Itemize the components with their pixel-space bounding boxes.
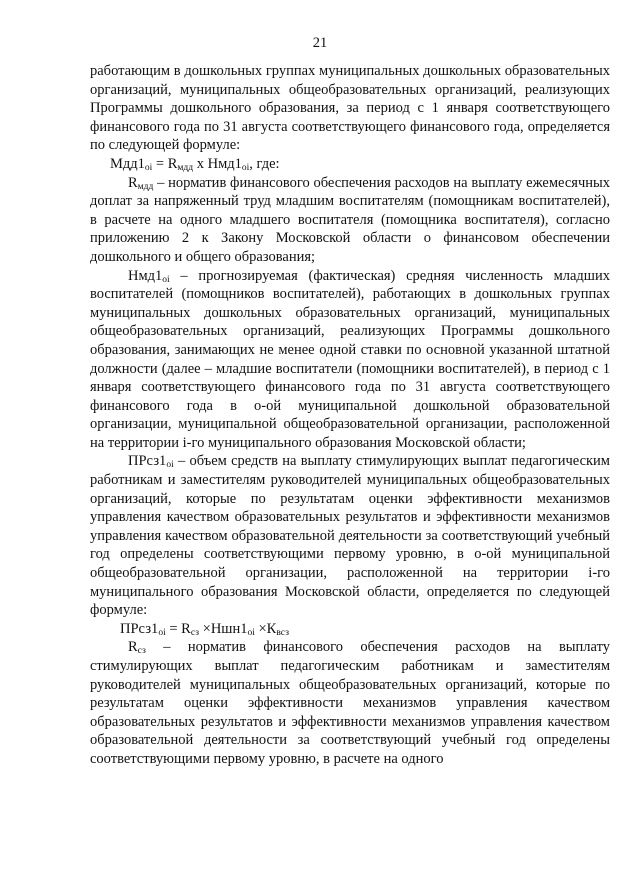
formula-mdd-eq: = R (152, 155, 178, 172)
formula-prsz-tail-sub: всз (276, 627, 289, 638)
page-number: 21 (312, 35, 328, 51)
definition-nmd (90, 267, 610, 453)
formula-prsz (90, 620, 610, 639)
definition-r-mdd-sub: мдд (137, 181, 154, 192)
formula-mdd-lhs-sub: oi (144, 162, 153, 173)
formula-prsz-mid-sub: oi (247, 627, 255, 638)
definition-nmd-text: – прогнозируемая (фактическая) средняя численность младших воспитателей (помощников воспитателей), работающих в дошкольных группах муниципальных дошкольных образовательных организаций, муниципальных общеобразовательных организаций, реализующих Программы дошкольного образования, занимающих не менее одной ставки по основной указанной штатной должности (далее – младшие воспитатели (помощники воспитателей), в период с 1 января соответствующего финансового года по 31 августа соответствующего финансового года в о-ой муниципальной дошкольной образовательной организации, муниципальной общеобразовательной организации, расположенной на территории i-го муниципального образования Московской области; (90, 267, 610, 451)
formula-prsz-eq: = R (165, 620, 191, 637)
definition-r-sz-symbol: R (128, 639, 138, 656)
definition-prsz-symbol: ПРсз1 (128, 453, 167, 470)
formula-mdd-tail: , где: (249, 155, 280, 172)
definition-r-mdd-symbol: R (128, 174, 138, 191)
paragraph-intro: работающим в дошкольных группах муниципальных дошкольных образовательных организаций, муниципальных общеобразовательных организаций, реализующих Программы дошкольного образования, за период с 1 января соответствующего финансового года по 31 августа соответствующего финансового года, определяется по следующей формуле: (90, 63, 610, 154)
definition-prsz-sub: oi (166, 460, 174, 471)
formula-prsz-tail: ×К (254, 620, 277, 637)
formula-mdd-lhs: Мдд1 (110, 155, 145, 172)
definition-r-sz-text: – норматив финансового обеспечения расходов на выплату стимулирующих выплат педагогическим работникам и заместителям руководителей муниципальных общеобразовательных организаций, которые по результатам оценки эффективности механизмов управления качеством образовательных результатов и эффективности механизмов управления качеством образовательной деятельности за соответствующий учебный год определены соответствующими первому уровню, в расчете на одного (90, 639, 610, 767)
definition-r-sz (90, 638, 610, 768)
definition-prsz (90, 452, 610, 619)
formula-mdd-mid-sub: oi (241, 162, 250, 173)
definition-r-mdd-text: – норматив финансового обеспечения расходов на выплату ежемесячных доплат за напряженный труд младшим воспитателям (помощникам воспитателей), в расчете на одного младшего воспитателя (помощника воспитателя), согласно приложению 2 к Закону Московской области о финансовом обеспечении дошкольного и общего образования; (90, 174, 610, 265)
formula-mdd (90, 155, 610, 174)
formula-prsz-lhs: ПРсз1 (120, 620, 159, 637)
formula-mdd-r-sub: мдд (177, 162, 194, 173)
definition-r-mdd (90, 174, 610, 267)
body-text (90, 62, 610, 769)
definition-nmd-sub: oi (162, 274, 170, 285)
formula-prsz-lhs-sub: oi (158, 627, 166, 638)
definition-nmd-symbol: Нмд1 (128, 267, 163, 284)
definition-prsz-text: – объем средств на выплату стимулирующих выплат педагогическим работникам и заместителям руководителей муниципальных общеобразовательных организаций, которые по результатам оценки эффективности механизмов управления качеством образовательных результатов и эффективности механизмов управления качеством образовательной деятельности за соответствующий учебный год определены соответствующими первому уровню, в о-ой муниципальной общеобразовательной организации, расположенной на территории i-го муниципального образования Московской области, определяется по следующей формуле: (90, 453, 610, 619)
formula-prsz-mid: ×Ншн1 (199, 620, 248, 637)
formula-mdd-mid: х Нмд1 (193, 155, 242, 172)
definition-r-sz-sub: сз (137, 646, 146, 657)
formula-prsz-r-sub: сз (190, 627, 200, 638)
